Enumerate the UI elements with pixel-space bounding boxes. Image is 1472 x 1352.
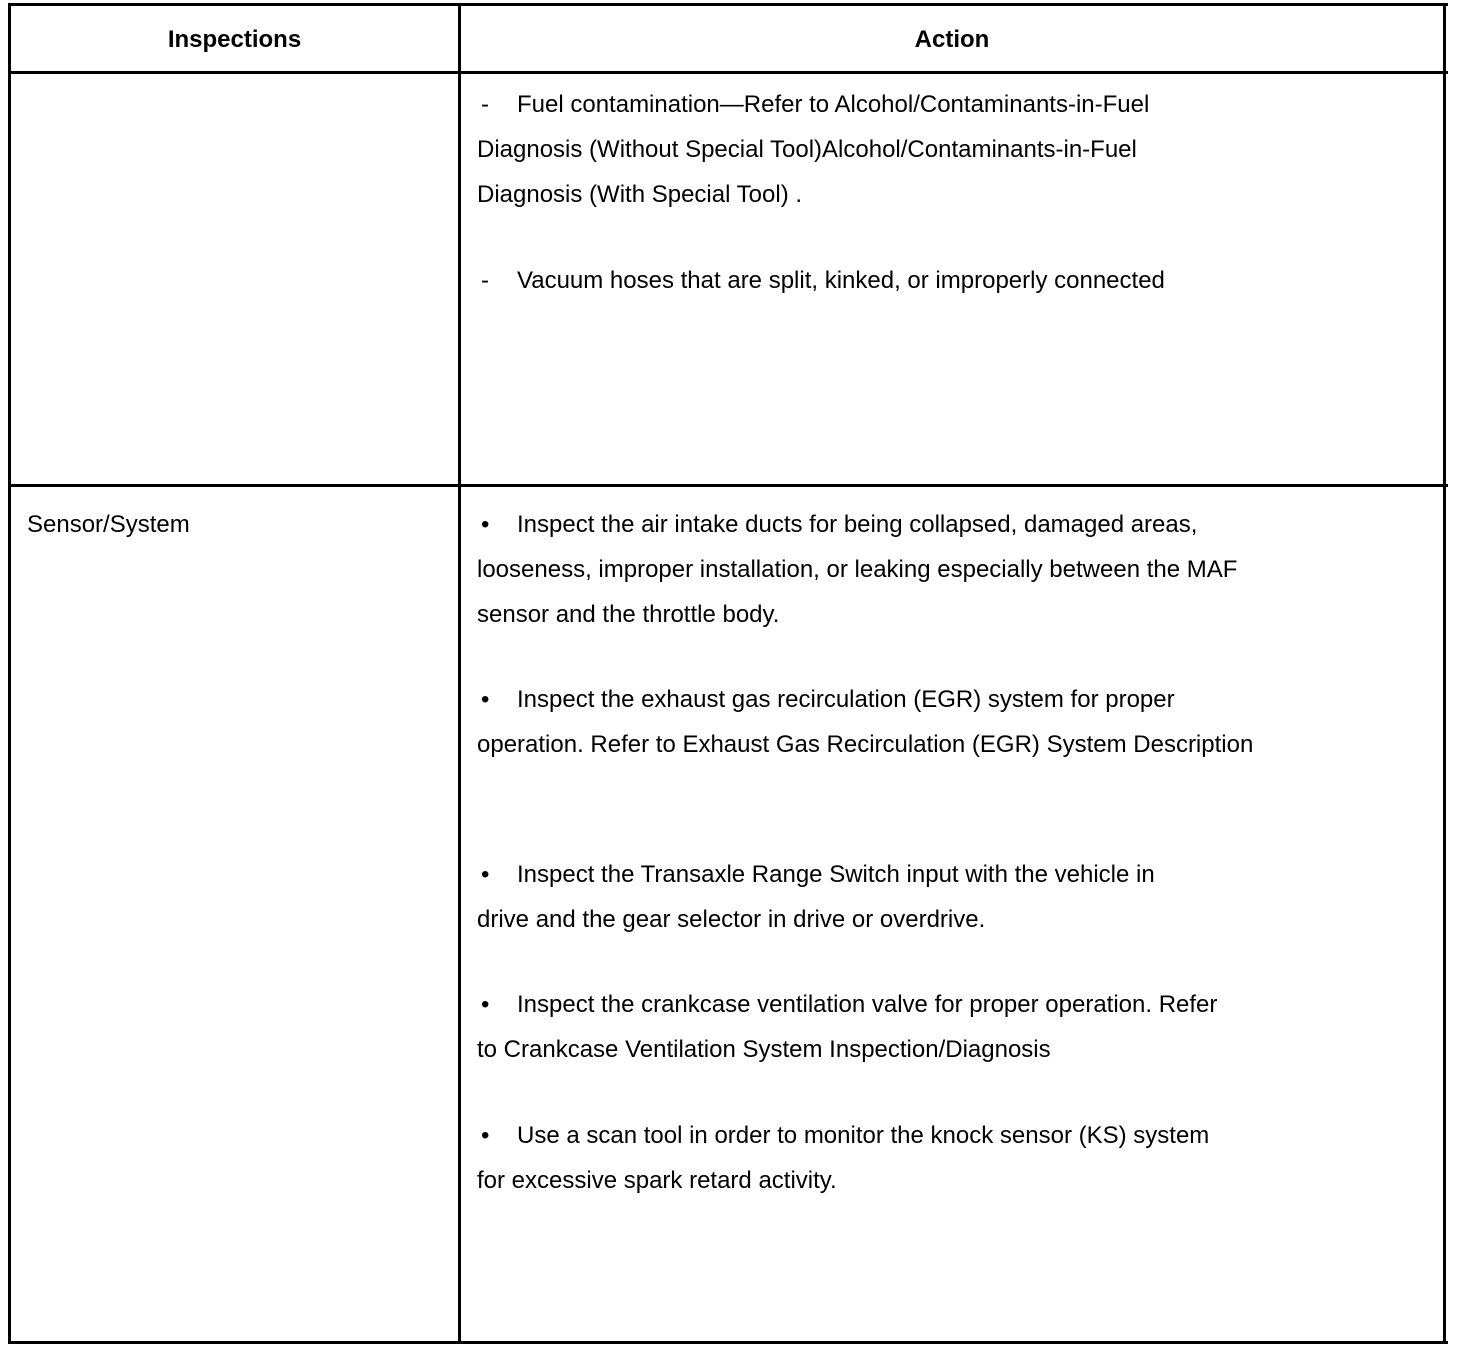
action-line <box>477 172 1149 217</box>
action-text: drive and the gear selector in drive or overdrive. <box>477 906 986 933</box>
action-line <box>477 547 1237 592</box>
action-line <box>477 677 1253 722</box>
table-column-divider <box>458 3 461 1344</box>
bullet-icon: - <box>481 267 489 294</box>
bullet-icon: • <box>481 991 490 1018</box>
action-line <box>477 127 1149 172</box>
action-text: Use a scan tool in order to monitor the knock sensor (KS) system <box>517 1122 1210 1149</box>
bullet-icon: - <box>481 91 489 118</box>
action-line <box>477 258 1165 303</box>
bullet-icon: • <box>481 686 490 713</box>
action-text: looseness, improper installation, or leaking especially between the MAF <box>477 556 1238 583</box>
bullet-icon: • <box>481 511 490 538</box>
action-text: sensor and the throttle body. <box>477 601 780 628</box>
action-list-item <box>477 1113 1209 1203</box>
action-list-item <box>477 258 1165 303</box>
table-border-left <box>8 3 11 1344</box>
action-line <box>477 982 1217 1027</box>
action-text: Fuel contamination—Refer to Alcohol/Contaminants-in-Fuel <box>517 91 1150 118</box>
action-line <box>477 1113 1209 1158</box>
table-border-right <box>1443 3 1446 1344</box>
inspection-cell: Sensor/System <box>27 511 190 538</box>
table-border-bottom <box>8 1341 1448 1344</box>
action-line <box>477 1158 1209 1203</box>
action-text: for excessive spark retard activity. <box>477 1167 837 1194</box>
action-text: Inspect the air intake ducts for being collapsed, damaged areas, <box>517 511 1198 538</box>
header-action: Action <box>914 26 990 53</box>
action-line <box>477 852 1155 897</box>
action-text: Inspect the Transaxle Range Switch input with the vehicle in <box>517 861 1155 888</box>
table-border-top <box>8 3 1448 6</box>
action-line <box>477 722 1253 767</box>
action-text: Inspect the exhaust gas recirculation (EGR) system for proper <box>517 686 1175 713</box>
action-list-item <box>477 82 1149 217</box>
header-inspections: Inspections <box>167 26 302 53</box>
action-text: Inspect the crankcase ventilation valve for proper operation. Refer <box>517 991 1218 1018</box>
action-line <box>477 502 1237 547</box>
action-line <box>477 82 1149 127</box>
action-text: operation. Refer to Exhaust Gas Recirculation (EGR) System Description <box>477 731 1254 758</box>
action-text: Diagnosis (Without Special Tool)Alcohol/Contaminants-in-Fuel <box>477 136 1137 163</box>
bullet-icon: • <box>481 861 490 888</box>
action-line <box>477 1027 1217 1072</box>
table-border-header <box>8 71 1448 74</box>
action-list-item <box>477 677 1253 767</box>
action-text: Diagnosis (With Special Tool) . <box>477 181 803 208</box>
action-list-item <box>477 852 1155 942</box>
table-border-row1 <box>8 484 1448 487</box>
action-list-item <box>477 982 1217 1072</box>
bullet-icon: • <box>481 1122 490 1149</box>
action-text: to Crankcase Ventilation System Inspection/Diagnosis <box>477 1036 1051 1063</box>
action-text: Vacuum hoses that are split, kinked, or improperly connected <box>517 267 1165 294</box>
action-line <box>477 897 1155 942</box>
action-line <box>477 592 1237 637</box>
action-list-item <box>477 502 1237 637</box>
